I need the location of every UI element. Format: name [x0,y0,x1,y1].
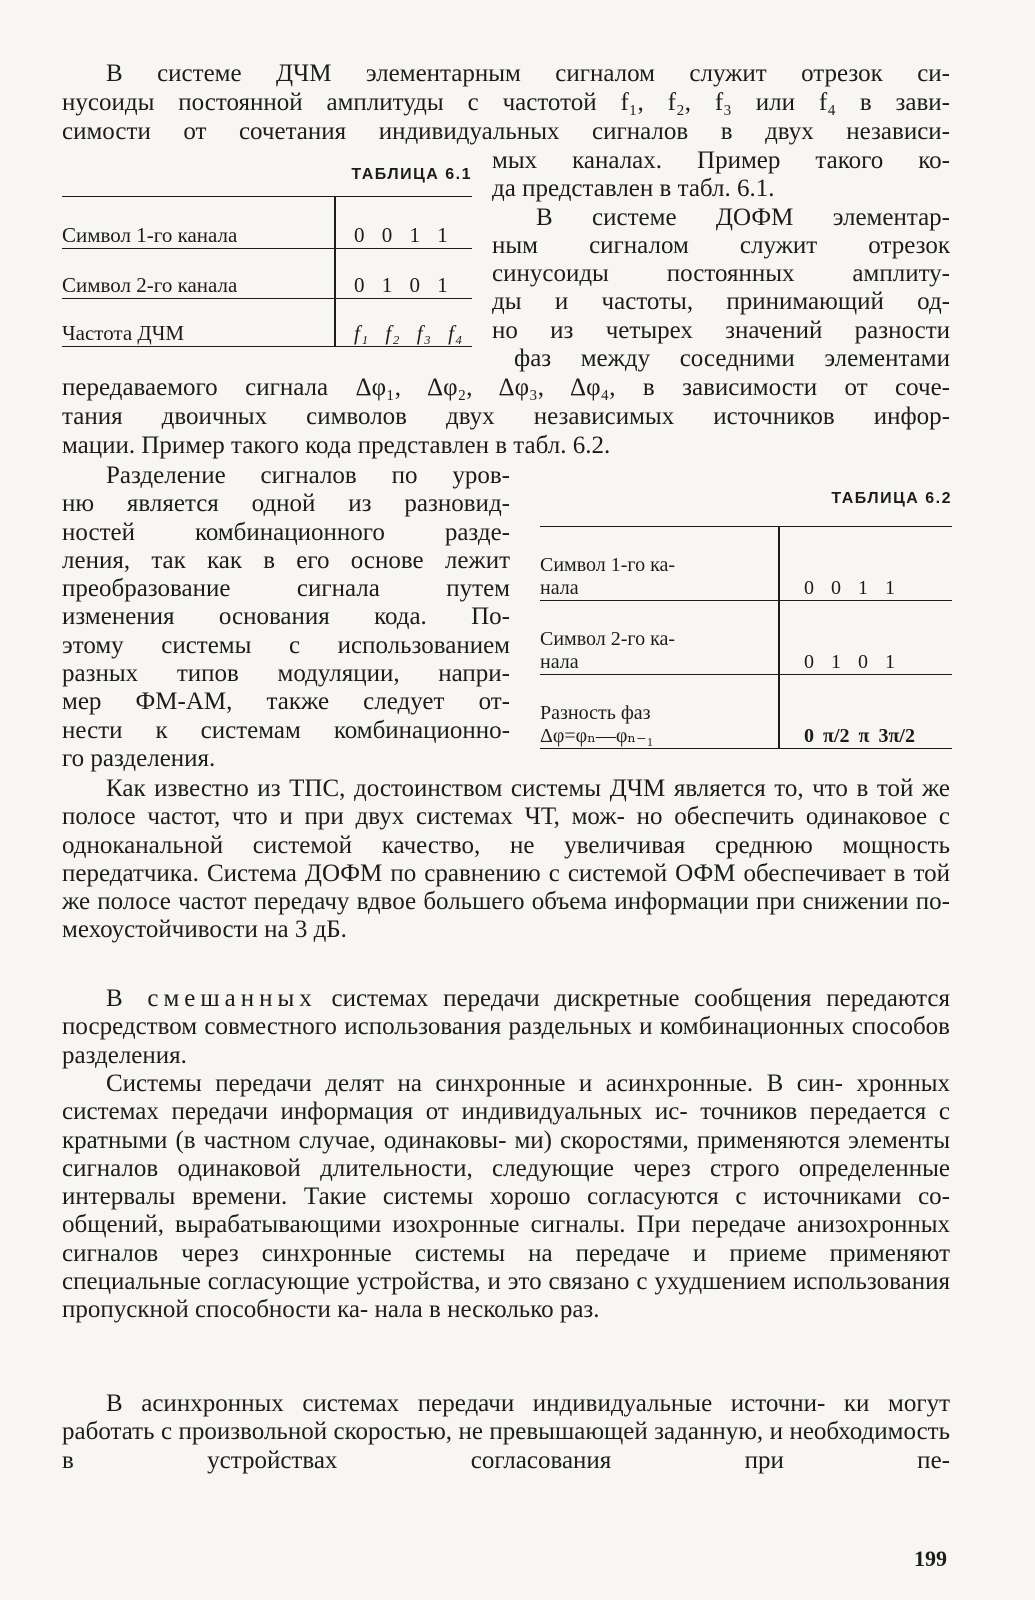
table-cell-label [540,675,779,749]
table-cell-label: Символ 1-го канала [62,223,238,247]
p1-right-column [492,147,950,373]
p2-right-line5: но из четырех значений разности [492,316,950,344]
p5-lead: В смешанных [106,985,317,1012]
table-cell-values: 0 0 1 1 [779,527,952,601]
table-6-1-caption: ТАБЛИЦА 6.1 [351,166,472,183]
table-cell-label [540,527,779,601]
p3-line: нести к системам комбинационно- [62,716,510,744]
p1-line1: В системе ДЧМ элементарным сигналом служит отрезок си- [106,60,950,87]
p4-paragraph: Как известно из ТПС, достоинством системы ДЧМ является то, что в той же полосе частот, что и при двух системах ЧТ, мож- но обеспечить одинаковое с одноканальной системой качество, не увеличивая среднюю мощность передатчика. Система ДОФМ по сравнению с системой ОФМ обеспечивает в той же полосе частот передачу вдвое большего объема информации при снижении по- мехоустойчивости на 3 дБ. [62,775,950,944]
table-6-2-caption: ТАБЛИЦА 6.2 [831,490,952,507]
p2-line1: передаваемого сигнала Δφ₁, Δφ₂, Δφ₃, Δφ₄, в зависимости от соче- [62,374,950,401]
table-cell-values: f₁ f₂ f₃ f₄ [335,299,472,347]
table-row [540,675,952,749]
table-cell-values: 0 1 0 1 [335,249,472,299]
table-6-1-grid [62,196,472,347]
table-row [540,601,952,675]
p3-line: изменения основания кода. По- [62,603,510,631]
table-label-line: Символ 2-го ка- [540,628,676,650]
table-label-line: нала [540,577,579,599]
p3-line: го разделения. [62,744,216,772]
p3-line: этому системы с использованием [62,631,510,659]
p1-line2: нусоиды постоянной амплитуды с частотой f₁, f₂, f₃ или f₄ в зави- [62,89,950,116]
table-cell-label [540,601,779,675]
p3-column [62,462,510,773]
p3-line: разных типов модуляции, напри- [62,660,510,688]
p3-line: ностей комбинационного разде- [62,518,510,546]
p3-line: ню является одной из разновид- [62,490,510,518]
p3-line: мер ФМ-АМ, также следует от- [62,688,510,716]
table-cell-values: 0 0 1 1 [335,197,472,249]
p1-right-line1: мых каналах. Пример такого ко- [492,147,950,174]
table-row [540,527,952,601]
p6-paragraph: Системы передачи делят на синхронные и асинхронные. В син- хронных системах передачи информация от индивидуальных ис- точников передается с кратными (в частном случае, одинаковы- ми) скоростями, применяются элементы сигналов одинаковой длительности, следующие через строго определенные интервалы времени. Такие системы хорошо согласуются с источниками со- общений, вырабатывающими изохронные сигналы. При передаче анизохронных сигналов через синхронные системы на передаче и приеме применяют специальные согласующие устройства, и это связано с ухудшением использования пропускной способности ка- нала в несколько раз. [62,1070,950,1324]
table-label-line: Δφ=φₙ—φₙ₋₁ [540,725,654,747]
p7-paragraph: В асинхронных системах передачи индивидуальные источни- ки могут работать с произвольной скоростью, не превышающей заданную, и необходимость в устройствах согласования при пе- [62,1390,950,1474]
p2-right-line1: В системе ДОФМ элементар- [536,203,950,231]
p3-line: ления, так как в его основе лежит [62,546,510,574]
p2-line3: мации. Пример такого кода представлен в табл. 6.2. [62,432,611,459]
table-cell-values: 0 1 0 1 [779,601,952,675]
table-label-line: Разность фаз [540,702,651,724]
p2-right-line6: фаз между соседними элементами [514,345,950,373]
p3-line: Разделение сигналов по уров- [106,462,510,489]
p5-paragraph [62,985,950,1070]
p5-rest: системах передачи дискретные сообщения передаются посредством совместного использования раздельных и комбинационных способов разделения. [62,985,950,1069]
p1-line3: симости от сочетания индивидуальных сигналов в двух независи- [62,118,950,145]
table-row [62,197,472,249]
table-row [62,249,472,299]
p2-line2: тания двоичных символов двух независимых источников инфор- [62,403,950,430]
p3-line: преобразование сигнала путем [62,575,510,603]
table-label-line: Символ 1-го ка- [540,554,676,576]
p1-right-line2: да представлен в табл. 6.1. [492,175,775,203]
page-number: 199 [914,1546,947,1571]
table-row [62,299,472,347]
p2-right-line2: ным сигналом служит отрезок [492,231,950,259]
table-label-line: нала [540,651,579,673]
table-6-1 [62,166,472,347]
table-6-2 [540,490,952,749]
table-cell-label: Частота ДЧМ [62,321,185,345]
p2-right-line4: ды и частоты, принимающий од- [492,288,950,316]
table-cell-values: 0 π/2 π 3π/2 [779,675,952,749]
table-cell-label: Символ 2-го канала [62,273,238,297]
p2-right-line3: синусоиды постоянных амплиту- [492,260,950,288]
table-6-2-grid [540,526,952,749]
